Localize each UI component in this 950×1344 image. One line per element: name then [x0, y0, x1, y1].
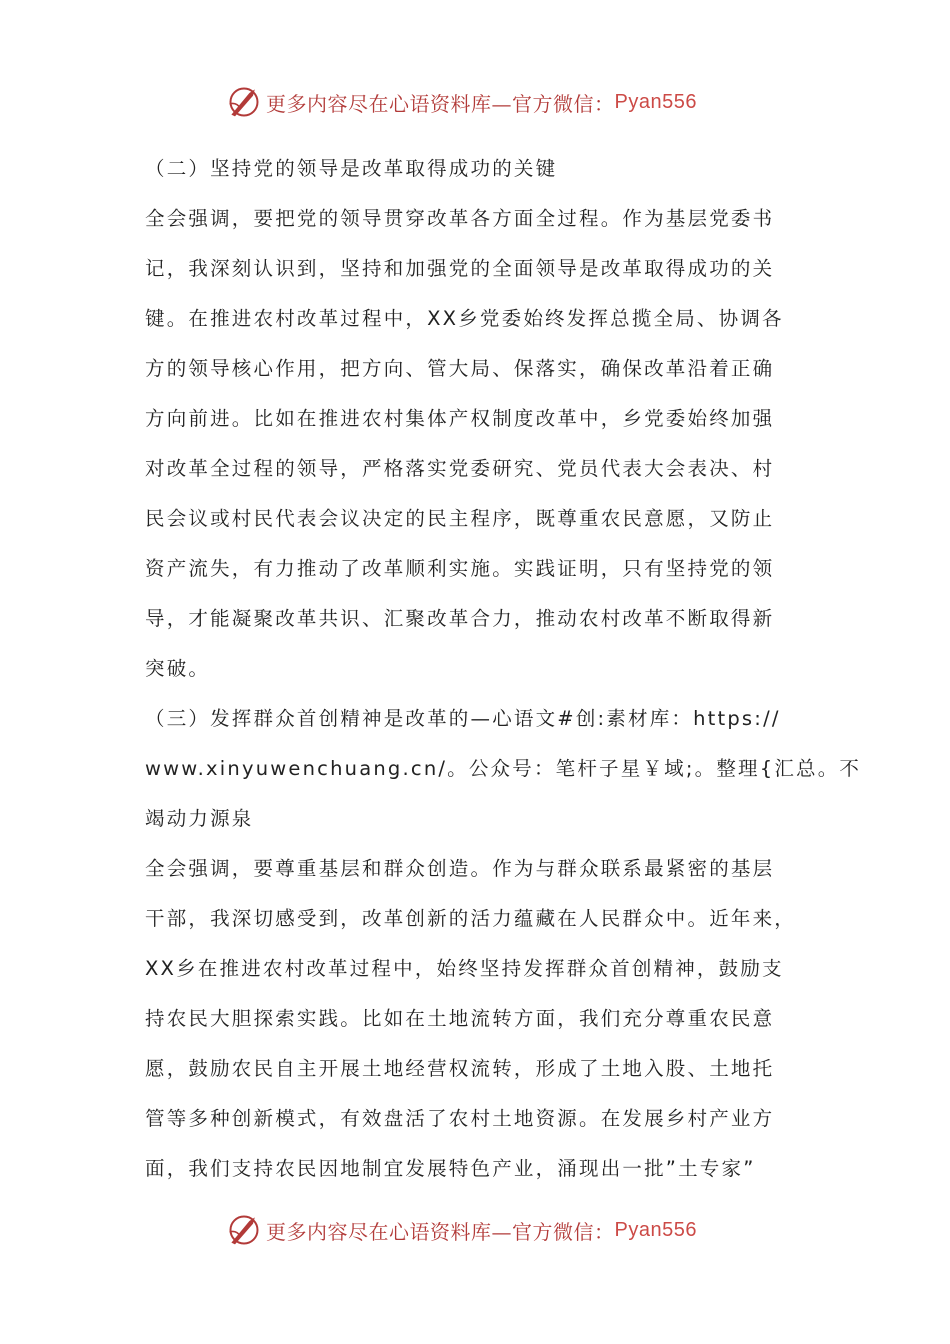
text-line: 键。在推进农村改革过程中，XX乡党委始终发挥总揽全局、协调各 [145, 307, 784, 330]
text-line: 愿，鼓励农民自主开展土地经营权流转，形成了土地入股、土地托 [145, 1057, 775, 1080]
text-line: 干部，我深切感受到，改革创新的活力蕴藏在人民群众中。近年来， [145, 907, 797, 930]
section-heading-2: （二）坚持党的领导是改革取得成功的关键 [145, 157, 558, 180]
text-line: 竭动力源泉 [145, 807, 254, 830]
text-line: 全会强调，要尊重基层和群众创造。作为与群众联系最紧密的基层 [145, 857, 775, 880]
text-line: 面，我们支持农民因地制宜发展特色产业，涌现出一批”土专家” [145, 1157, 756, 1180]
text-line: 方向前进。比如在推进农村集体产权制度改革中，乡党委始终加强 [145, 407, 775, 430]
text-line: 突破。 [145, 657, 211, 680]
text-line: 记，我深刻认识到，坚持和加强党的全面领导是改革取得成功的关 [145, 257, 775, 280]
footer-wechat-id: Pyan556 [614, 1218, 697, 1241]
footer-banner-text: 更多内容尽在心语资料库—官方微信： [266, 1219, 615, 1244]
text-line: www.xinyuwenchuang.cn/。公众号：笔杆子星￥域;。整理{汇总。不 [145, 757, 862, 780]
footer-banner [226, 1210, 697, 1250]
header-banner-text: 更多内容尽在心语资料库—官方微信： [266, 91, 615, 116]
text-line: XX乡在推进农村改革过程中，始终坚持发挥群众首创精神，鼓励支 [145, 957, 784, 980]
text-line: 全会强调，要把党的领导贯穿改革各方面全过程。作为基层党委书 [145, 207, 775, 230]
text-line: 导，才能凝聚改革共识、汇聚改革合力，推动农村改革不断取得新 [145, 607, 775, 630]
header-banner [226, 82, 697, 122]
header-wechat-id: Pyan556 [614, 90, 697, 113]
document-body [145, 144, 862, 1194]
text-line: 持农民大胆探索实践。比如在土地流转方面，我们充分尊重农民意 [145, 1007, 775, 1030]
text-line: 方的领导核心作用，把方向、管大局、保落实，确保改革沿着正确 [145, 357, 775, 380]
pen-nib-logo-icon [226, 1212, 262, 1248]
text-line: 民会议或村民代表会议决定的民主程序，既尊重农民意愿，又防止 [145, 507, 775, 530]
pen-nib-logo-icon [226, 84, 262, 120]
text-line: 资产流失，有力推动了改革顺利实施。实践证明，只有坚持党的领 [145, 557, 775, 580]
section-heading-3: （三）发挥群众首创精神是改革的—心语文#创:素材库：https:// [145, 707, 781, 730]
text-line: 管等多种创新模式，有效盘活了农村土地资源。在发展乡村产业方 [145, 1107, 775, 1130]
text-line: 对改革全过程的领导，严格落实党委研究、党员代表大会表决、村 [145, 457, 775, 480]
